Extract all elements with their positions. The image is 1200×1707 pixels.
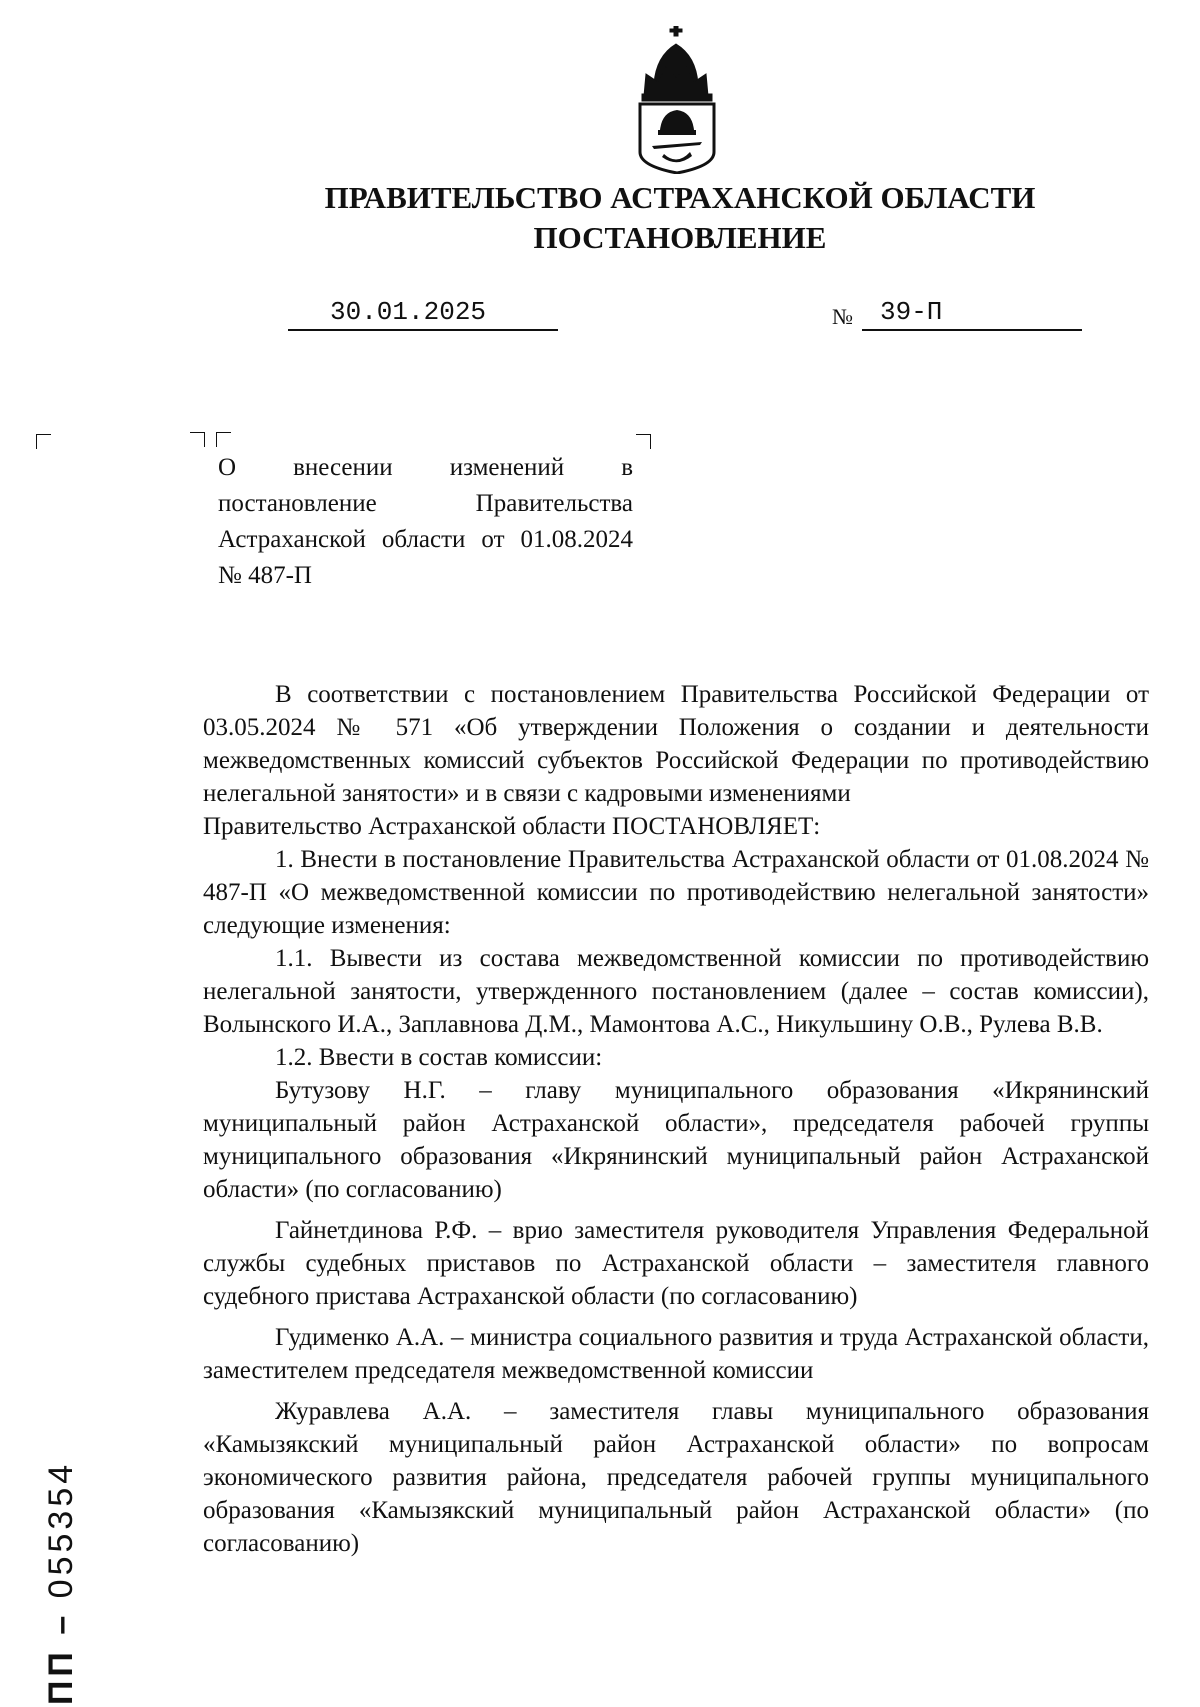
coat-of-arms-icon xyxy=(634,26,720,174)
serial-number: 055354 xyxy=(42,1460,80,1599)
document-subject: О внесении изменений в постановление Правительства Астраханской области от 01.08.2024 № 487-П xyxy=(218,454,633,589)
member-entry: Бутузову Н.Г. – главу муниципального образования «Икрянинский муниципальный район Астраханской области», председателя рабочей группы муниципального образования «Икрянинский муниципальный район Астраханской области» (по согласованию) xyxy=(203,1077,1149,1203)
serial-prefix: ПП – xyxy=(42,1611,80,1705)
corner-mark xyxy=(216,432,231,447)
member-entry: Журавлева А.А. – заместителя главы муниципального образования «Камызякский муниципальный район Астраханской области» по вопросам экономического развития района, председателя рабочей группы муниципального образования «Камызякский муниципальный район Астраханской области» (по согласованию) xyxy=(203,1398,1149,1557)
member-entry: Гайнетдинова Р.Ф. – врио заместителя руководителя Управления Федеральной службы судебных приставов по Астраханской области – заместителя главного судебного пристава Астраханской области (по согласованию) xyxy=(203,1217,1149,1310)
document-type: ПОСТАНОВЛЕНИЕ xyxy=(533,220,827,255)
preamble: В соответствии с постановлением Правительства Российской Федерации от 03.05.2024 № 571 «Об утверждении Положения о создании и деятельности межведомственных комиссий субъектов Российской Федерации по противодействию нелегальной занятости» и в связи с кадровыми изменениями xyxy=(203,681,1149,807)
document-number: 39-П xyxy=(880,297,943,327)
document-body xyxy=(203,678,1149,1560)
member-entry: Гудименко А.А. – министра социального развития и труда Астраханской области, заместителем председателя межведомственной комиссии xyxy=(203,1324,1149,1384)
number-field xyxy=(862,297,1082,331)
corner-mark xyxy=(190,432,205,447)
paragraph-1-2: 1.2. Ввести в состав комиссии: xyxy=(275,1044,603,1071)
paragraph-1-1: 1.1. Вывести из состава межведомственной комиссии по противодействию нелегальной занятости, утвержденного постановлением (далее – состав комиссии), Волынского И.А., Заплавнова Д.М., Мамонтова А.С., Никульшину О.В., Рулева В.В. xyxy=(203,945,1149,1038)
resolves-line: Правительство Астраханской области ПОСТАНОВЛЯЕТ: xyxy=(203,813,821,840)
number-sign: № xyxy=(832,304,853,329)
document-date: 30.01.2025 xyxy=(330,297,487,327)
paragraph-1: 1. Внести в постановление Правительства Астраханской области от 01.08.2024 № 487-П «О межведомственной комиссии по противодействию нелегальной занятости» следующие изменения: xyxy=(203,846,1149,939)
org-title: ПРАВИТЕЛЬСТВО АСТРАХАНСКОЙ ОБЛАСТИ xyxy=(324,180,1036,215)
corner-mark xyxy=(636,434,651,449)
corner-mark xyxy=(36,434,51,449)
date-field xyxy=(288,297,558,331)
form-serial-number xyxy=(42,1461,81,1705)
